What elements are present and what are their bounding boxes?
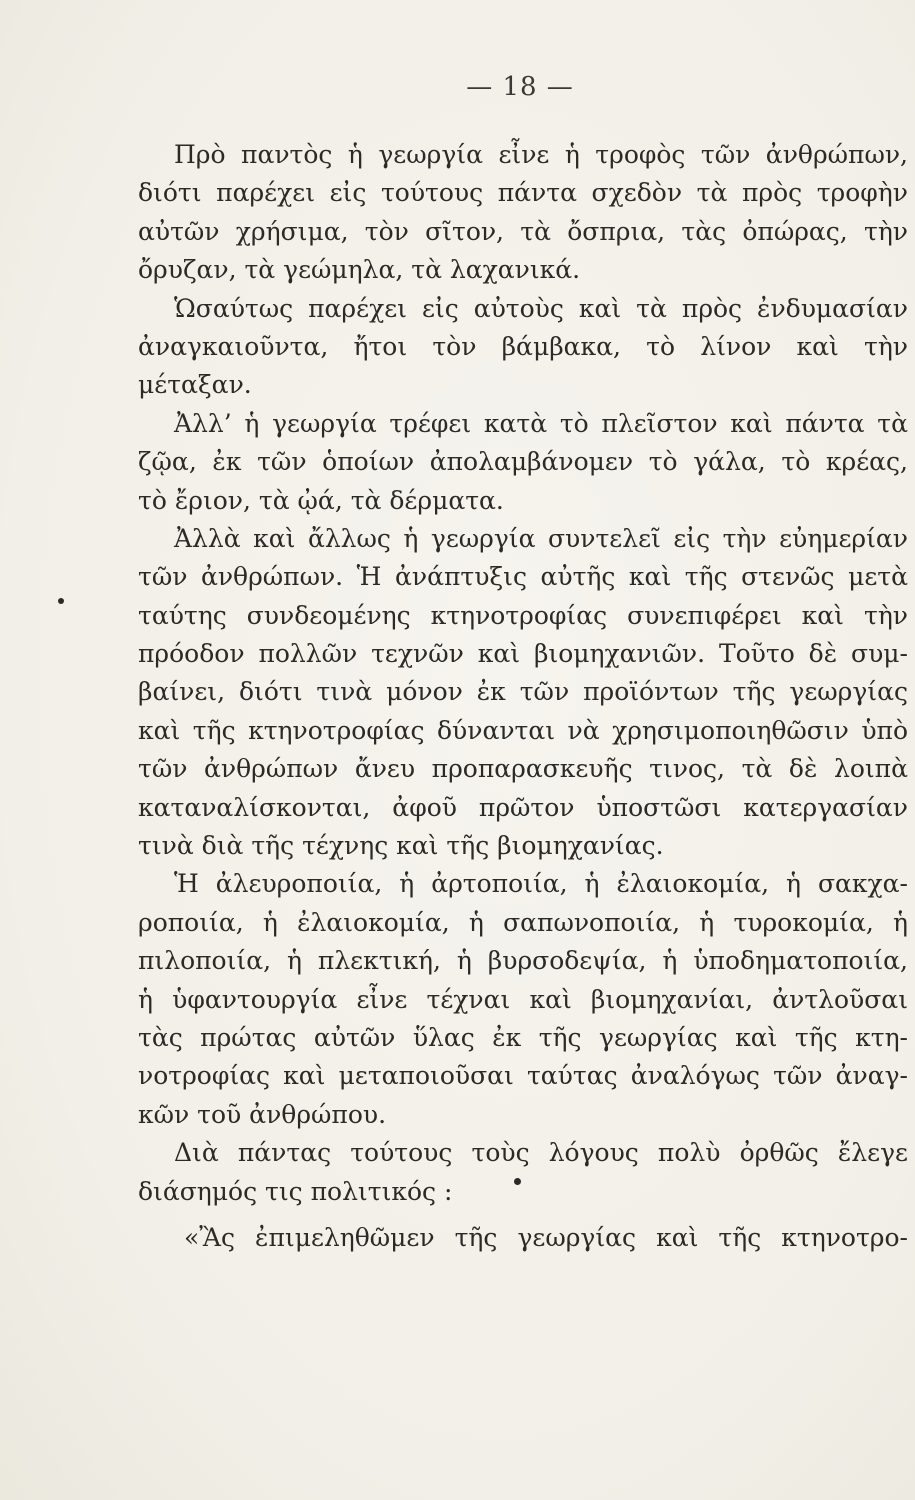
- text-line: ροποιία, ἡ ἐλαιοκομία, ἡ σαπωνοποιία, ἡ τυροκομία, ἡ: [138, 907, 908, 937]
- paragraph-6: [138, 1134, 908, 1211]
- text-line: ὄρυζαν, τὰ γεώμηλα, τὰ λαχανικά.: [138, 255, 581, 285]
- text-line: πρόοδον πολλῶν τεχνῶν καὶ βιομηχανιῶν. Τοῦτο δὲ συμ-: [138, 639, 908, 669]
- paragraph-5: [138, 865, 908, 1134]
- text-line: βαίνει, διότι τινὰ μόνον ἐκ τῶν προϊόντων τῆς γεωργίας: [138, 677, 908, 707]
- text-line: τῶν ἀνθρώπων ἄνευ προπαρασκευῆς τινος, τὰ δὲ λοιπὰ: [138, 754, 908, 784]
- ink-spot: [514, 1178, 521, 1185]
- paragraph-4: [138, 520, 908, 866]
- text-line: Διὰ πάντας τούτους τοὺς λόγους πολὺ ὀρθῶς ἔλεγε: [174, 1138, 908, 1168]
- paragraph-2: [138, 290, 908, 405]
- paragraph-3: [138, 405, 908, 520]
- text-line: ζῷα, ἐκ τῶν ὁποίων ἀπολαμβάνομεν τὸ γάλα, τὸ κρέας,: [138, 447, 908, 477]
- text-line: καταναλίσκονται, ἀφοῦ πρῶτον ὑποστῶσι κατεργασίαν: [138, 792, 908, 822]
- text-line: κῶν τοῦ ἀνθρώπου.: [138, 1099, 387, 1129]
- text-line: αὐτῶν χρήσιμα, τὸν σῖτον, τὰ ὄσπρια, τὰς ὀπώρας, τὴν: [138, 216, 908, 246]
- text-line: μέταξαν.: [138, 370, 252, 400]
- text-line: Πρὸ παντὸς ἡ γεωργία εἶνε ἡ τροφὸς τῶν ἀνθρώπων,: [174, 140, 908, 169]
- paragraph-7: [138, 1219, 908, 1257]
- text-line: «Ἂς ἐπιμεληθῶμεν τῆς γεωργίας καὶ τῆς κτηνοτρο-: [184, 1222, 908, 1252]
- text-line: Ἀλλ’ ἡ γεωργία τρέφει κατὰ τὸ πλεῖστον καὶ πάντα τὰ: [174, 408, 908, 438]
- text-line: διότι παρέχει εἰς τούτους πάντα σχεδὸν τὰ πρὸς τροφὴν: [138, 178, 908, 208]
- text-line: τὰς πρώτας αὐτῶν ὕλας ἐκ τῆς γεωργίας καὶ τῆς κτη-: [138, 1022, 908, 1052]
- text-line: Ἡ ἀλευροποιία, ἡ ἀρτοποιία, ἡ ἐλαιοκομία, ἡ σακχα-: [174, 869, 908, 899]
- paragraph-1: [138, 136, 908, 290]
- text-line: τῶν ἀνθρώπων. Ἡ ἀνάπτυξις αὐτῆς καὶ τῆς στενῶς μετὰ: [138, 562, 908, 592]
- ink-spot: [58, 598, 64, 604]
- text-line: νοτροφίας καὶ μεταποιοῦσαι ταύτας ἀναλόγως τῶν ἀναγ-: [138, 1061, 908, 1091]
- text-line: Ὡσαύτως παρέχει εἰς αὐτοὺς καὶ τὰ πρὸς ἐνδυμασίαν: [174, 293, 908, 323]
- text-line: ἡ ὑφαντουργία εἶνε τέχναι καὶ βιομηχανίαι, ἀντλοῦσαι: [138, 984, 908, 1014]
- text-line: τὸ ἔριον, τὰ ᾠά, τὰ δέρματα.: [138, 485, 504, 515]
- text-line: καὶ τῆς κτηνοτροφίας δύνανται νὰ χρησιμοποιηθῶσιν ὑπὸ: [138, 715, 908, 745]
- body-text: [138, 136, 908, 1257]
- page-number: — 18 —: [466, 72, 574, 102]
- text-line: τινὰ διὰ τῆς τέχνης καὶ τῆς βιομηχανίας.: [138, 831, 664, 861]
- text-line: ταύτης συνδεομένης κτηνοτροφίας συνεπιφέρει καὶ τὴν: [138, 600, 908, 630]
- text-line: διάσημός τις πολιτικός :: [138, 1176, 453, 1206]
- text-line: ἀναγκαιοῦντα, ἤτοι τὸν βάμβακα, τὸ λίνον καὶ τὴν: [138, 331, 908, 361]
- text-line: πιλοποιία, ἡ πλεκτική, ἡ βυρσοδεψία, ἡ ὑποδηματοποιία,: [138, 946, 908, 976]
- text-line: Ἀλλὰ καὶ ἄλλως ἡ γεωργία συντελεῖ εἰς τὴν εὐημερίαν: [174, 523, 908, 553]
